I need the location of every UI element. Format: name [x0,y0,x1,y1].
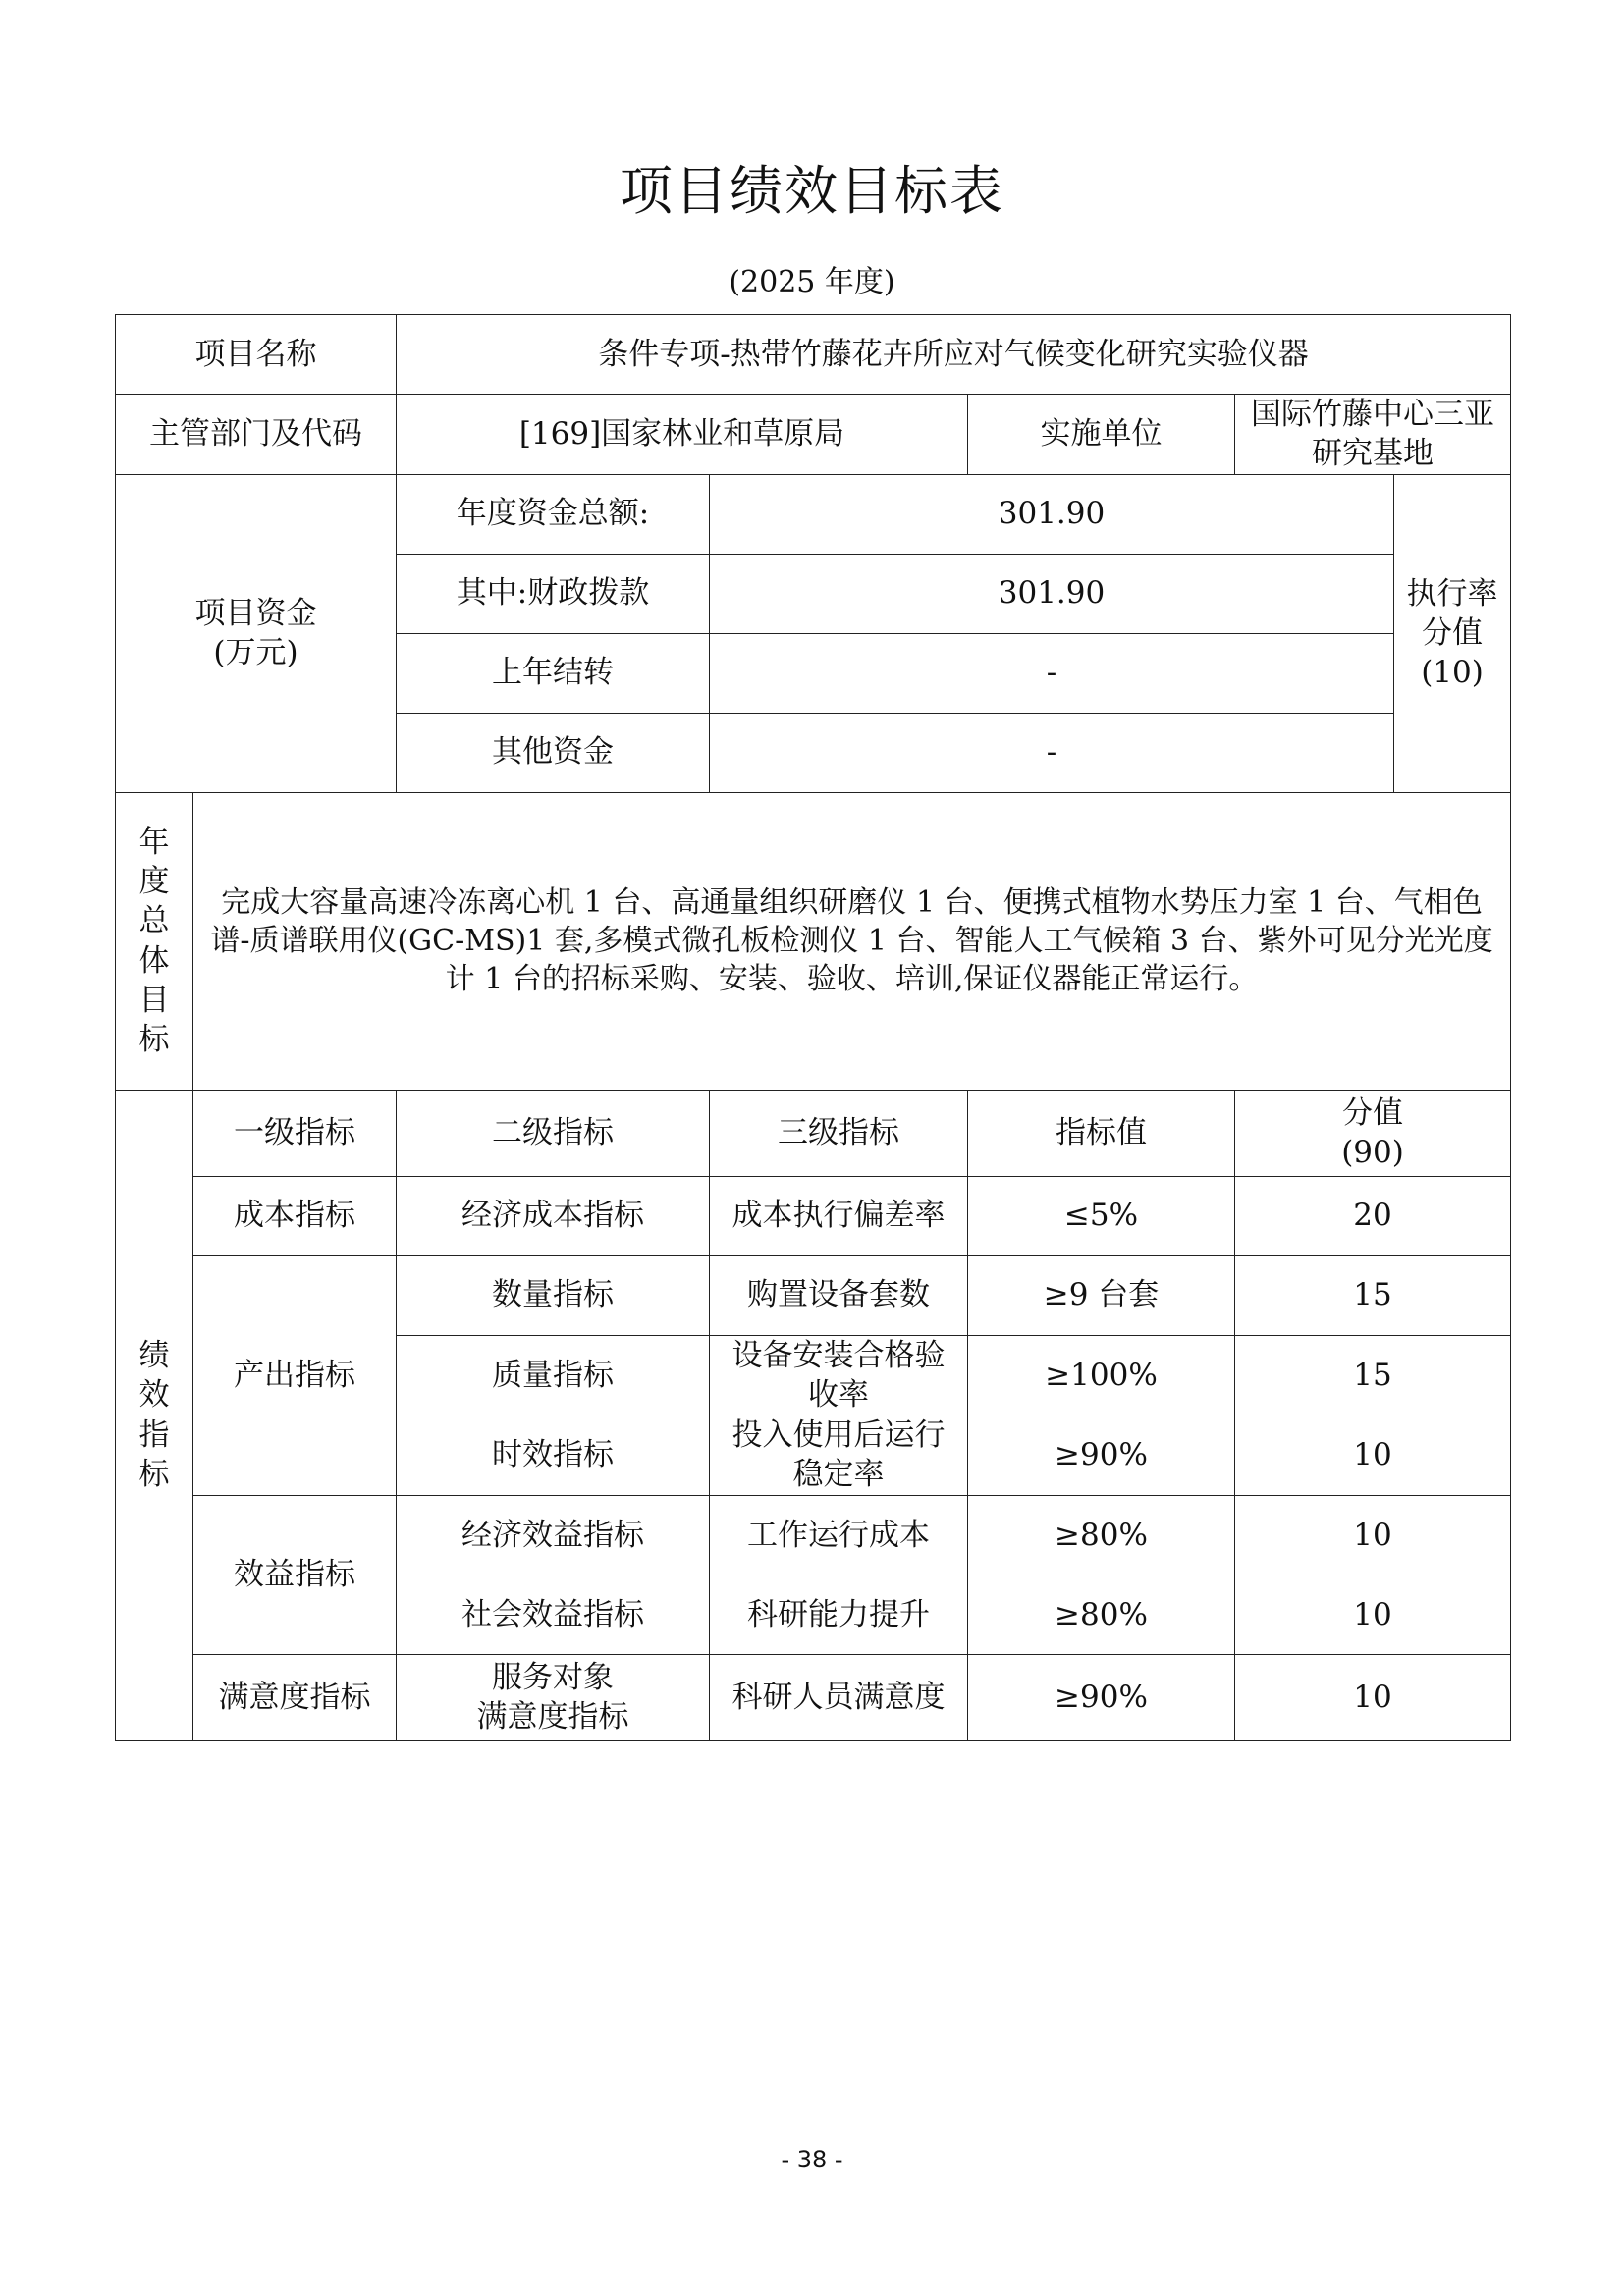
execution-rate-score-label: 分值 [1422,614,1484,651]
level2-cell [397,1654,710,1740]
other-funds-value: - [710,713,1394,792]
carryover-label: 上年结转 [397,633,710,713]
project-funds-label [116,474,397,792]
score-cell: 10 [1235,1654,1511,1740]
level2-cell: 数量指标 [397,1255,710,1335]
score-cell: 15 [1235,1255,1511,1335]
annual-funds-total-label: 年度资金总额: [397,474,710,554]
level3-cell: 投入使用后运行稳定率 [710,1415,968,1496]
overall-goal-label-char: 度 [138,864,170,899]
level3-cell: 科研人员满意度 [710,1654,968,1740]
overall-goal-label-char: 年 [138,824,170,860]
value-cell: ≥80% [968,1575,1235,1654]
score-cell: 10 [1235,1415,1511,1496]
level2-cell-line1: 服务对象 [492,1659,614,1695]
department-value: [169]国家林业和草原局 [397,395,968,475]
department-label: 主管部门及代码 [116,395,397,475]
value-cell: ≥80% [968,1495,1235,1575]
department-row [116,395,1511,475]
header-value: 指标值 [968,1090,1235,1176]
execution-rate-score [1394,474,1511,792]
project-funds-label-line2: (万元) [213,635,298,671]
score-cell: 15 [1235,1335,1511,1415]
level1-output: 产出指标 [193,1255,397,1495]
overall-goal-label [116,792,193,1090]
performance-indicators-label-char: 绩 [138,1338,170,1374]
performance-indicators-label [116,1090,193,1740]
score-cell: 20 [1235,1176,1511,1255]
level3-cell: 科研能力提升 [710,1575,968,1654]
table-row [116,1654,1511,1740]
header-score [1235,1090,1511,1176]
overall-goal-label-char: 目 [138,982,170,1018]
header-level2: 二级指标 [397,1090,710,1176]
level1-cost: 成本指标 [193,1176,397,1255]
carryover-value: - [710,633,1394,713]
level2-cell: 经济成本指标 [397,1176,710,1255]
level1-satisfaction: 满意度指标 [193,1654,397,1740]
overall-goal-label-char: 总 [138,903,170,939]
overall-goal-label-char: 体 [138,942,170,979]
level3-cell: 设备安装合格验收率 [710,1335,968,1415]
fiscal-allocation-label: 其中:财政拨款 [397,554,710,633]
level1-benefit: 效益指标 [193,1495,397,1654]
table-row [116,1495,1511,1575]
level2-cell-line2: 满意度指标 [476,1699,629,1735]
header-level1: 一级指标 [193,1090,397,1176]
level3-cell: 购置设备套数 [710,1255,968,1335]
score-cell: 10 [1235,1575,1511,1654]
level2-cell: 经济效益指标 [397,1495,710,1575]
value-cell: ≤5% [968,1176,1235,1255]
level2-cell: 时效指标 [397,1415,710,1496]
level3-cell: 工作运行成本 [710,1495,968,1575]
execution-rate-label: 执行率 [1406,575,1498,612]
other-funds-label: 其他资金 [397,713,710,792]
page-title: 项目绩效目标表 [620,160,1004,222]
score-cell: 10 [1235,1495,1511,1575]
page-number: - 38 - [781,2146,843,2173]
value-cell: ≥90% [968,1415,1235,1496]
header-level3: 三级指标 [710,1090,968,1176]
implementing-unit-value: 国际竹藤中心三亚研究基地 [1235,395,1511,475]
project-funds-label-line1: 项目资金 [194,595,317,631]
overall-goal-text: 完成大容量高速冷冻离心机 1 台、高通量组织研磨仪 1 台、便携式植物水势压力室 1 台、气相色谱-质谱联用仪(GC-MS)1 套,多模式微孔板检测仪 1 台、智能人工气候箱 3 台、紫外可见分光光度计 1 台的招标采购、安装、验收、培训,保证仪器能正常运行。 [193,792,1511,1090]
performance-goal-table [115,314,1511,1741]
overall-goal-row [116,792,1511,1090]
value-cell: ≥100% [968,1335,1235,1415]
header-score-total: (90) [1341,1135,1404,1171]
value-cell: ≥9 台套 [968,1255,1235,1335]
table-row [116,1176,1511,1255]
level2-cell: 质量指标 [397,1335,710,1415]
table-row [116,1255,1511,1335]
execution-rate-score-value: (10) [1421,655,1484,691]
level2-cell: 社会效益指标 [397,1575,710,1654]
project-name-label: 项目名称 [116,315,397,395]
project-name-row [116,315,1511,395]
header-score-label: 分值 [1342,1095,1404,1131]
project-name-value: 条件专项-热带竹藤花卉所应对气候变化研究实验仪器 [397,315,1511,395]
performance-indicators-label-char: 效 [138,1377,170,1414]
value-cell: ≥90% [968,1654,1235,1740]
performance-indicators-label-char: 指 [138,1416,170,1453]
performance-indicators-label-char: 标 [138,1456,170,1492]
implementing-unit-label: 实施单位 [968,395,1235,475]
fiscal-allocation-value: 301.90 [710,554,1394,633]
year-subtitle: (2025 年度) [729,265,895,299]
level3-cell: 成本执行偏差率 [710,1176,968,1255]
indicator-header-row [116,1090,1511,1176]
annual-funds-total-value: 301.90 [710,474,1394,554]
funds-total-row [116,474,1511,554]
overall-goal-label-char: 标 [138,1022,170,1058]
